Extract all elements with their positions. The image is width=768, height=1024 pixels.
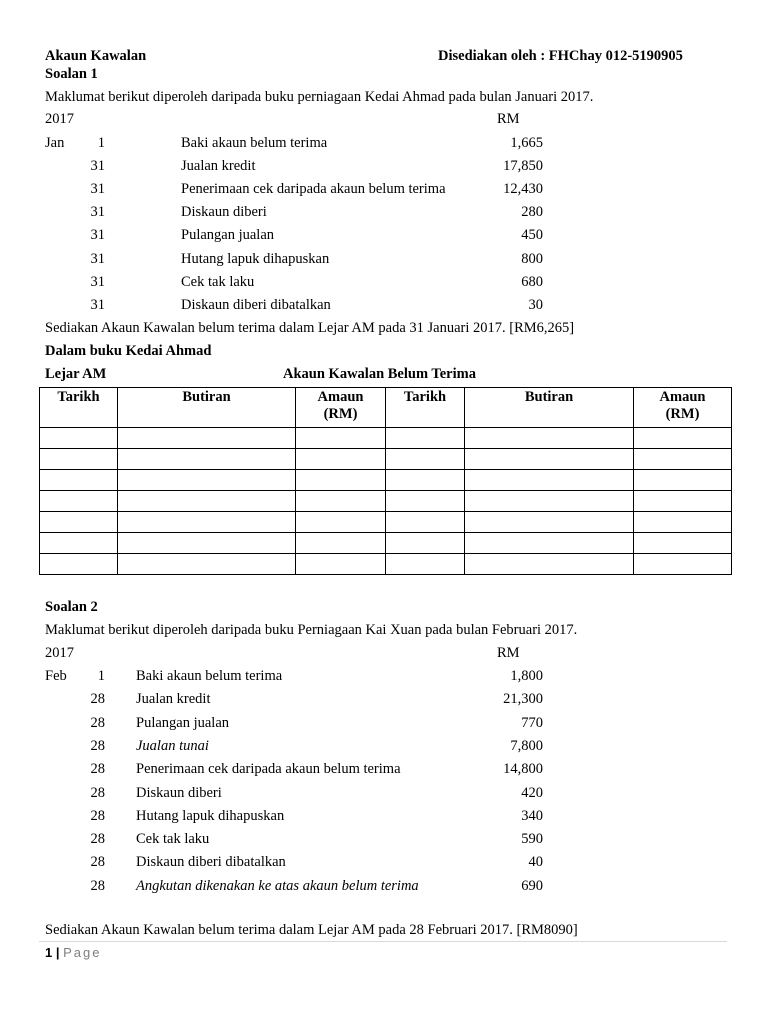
day: 31 — [90, 296, 105, 313]
table-cell[interactable] — [118, 554, 296, 575]
soalan1-row — [0, 296, 768, 314]
table-cell[interactable] — [40, 428, 118, 449]
table-cell[interactable] — [118, 491, 296, 512]
day: 28 — [90, 691, 105, 708]
description: Jualan kredit — [136, 691, 211, 708]
table-cell[interactable] — [634, 554, 732, 575]
table-cell[interactable] — [634, 512, 732, 533]
table-cell[interactable] — [296, 470, 386, 491]
header-credit-details: Butiran — [465, 388, 634, 428]
amount: 1,800 — [510, 668, 543, 684]
prepared-by: Disediakan oleh : FHChay 012-5190905 — [438, 48, 683, 64]
soalan2-row — [0, 807, 768, 825]
description: Jualan tunai — [136, 737, 209, 754]
description: Hutang lapuk dihapuskan — [136, 807, 285, 824]
account-title: Akaun Kawalan Belum Terima — [283, 366, 476, 382]
table-cell[interactable] — [465, 428, 634, 449]
table-cell[interactable] — [40, 449, 118, 470]
table-cell[interactable] — [465, 449, 634, 470]
day: 31 — [90, 181, 105, 198]
table-cell[interactable] — [40, 554, 118, 575]
amount: 21,300 — [503, 691, 543, 708]
soalan2-row — [0, 667, 768, 685]
table-cell[interactable] — [40, 470, 118, 491]
table-cell[interactable] — [465, 470, 634, 491]
day: 28 — [90, 784, 105, 801]
table-cell[interactable] — [634, 470, 732, 491]
ledger-label: Lejar AM — [45, 366, 107, 382]
description: Diskaun diberi — [136, 784, 222, 801]
day: 28 — [90, 831, 105, 848]
table-cell[interactable] — [465, 533, 634, 554]
description: Jualan kredit — [181, 158, 256, 175]
header-credit-date: Tarikh — [386, 388, 465, 428]
header-debit-date: Tarikh — [40, 388, 118, 428]
footer-divider — [39, 941, 727, 942]
table-cell[interactable] — [118, 512, 296, 533]
amount: 12,430 — [503, 181, 543, 198]
table-cell[interactable] — [386, 428, 465, 449]
table-row — [40, 428, 732, 449]
description: Cek tak laku — [136, 831, 210, 848]
day: 28 — [90, 854, 105, 871]
header-debit-amount: Amaun (RM) — [296, 388, 386, 428]
amount: 450 — [521, 227, 543, 244]
page-footer — [45, 944, 102, 962]
soalan2-row — [0, 877, 768, 895]
amount: 30 — [528, 296, 543, 313]
day: 28 — [90, 877, 105, 894]
soalan2-row — [0, 760, 768, 778]
page-separator: | — [55, 945, 60, 960]
amount: 420 — [521, 784, 543, 801]
table-cell[interactable] — [296, 491, 386, 512]
table-cell[interactable] — [465, 491, 634, 512]
page-number: 1 — [45, 945, 53, 960]
soalan1-row — [0, 250, 768, 268]
table-cell[interactable] — [386, 449, 465, 470]
soalan1-row — [0, 180, 768, 198]
description: Angkutan dikenakan ke atas akaun belum terima — [136, 877, 419, 894]
amount: 680 — [521, 273, 543, 290]
table-cell[interactable] — [118, 470, 296, 491]
question-2-heading: Soalan 2 — [45, 599, 98, 615]
month: Jan — [45, 135, 65, 151]
table-cell[interactable] — [386, 533, 465, 554]
amount: 340 — [521, 807, 543, 824]
table-cell[interactable] — [386, 470, 465, 491]
amount: 770 — [521, 714, 543, 731]
table-cell[interactable] — [40, 533, 118, 554]
table-cell[interactable] — [118, 533, 296, 554]
soalan2-row — [0, 830, 768, 848]
soalan1-row — [0, 134, 768, 152]
description: Pulangan jualan — [181, 227, 275, 244]
document-title: Akaun Kawalan — [45, 48, 147, 64]
question-2-year: 2017 — [45, 645, 74, 661]
soalan2-row — [0, 853, 768, 871]
description: Diskaun diberi dibatalkan — [136, 854, 286, 871]
amount: 590 — [521, 831, 543, 848]
day: 31 — [90, 250, 105, 267]
table-cell[interactable] — [634, 449, 732, 470]
table-cell[interactable] — [296, 449, 386, 470]
description: Penerimaan cek daripada akaun belum terima — [136, 761, 401, 778]
day: 28 — [90, 761, 105, 778]
book-heading: Dalam buku Kedai Ahmad — [45, 343, 212, 359]
description: Cek tak laku — [181, 273, 255, 290]
day: 31 — [90, 227, 105, 244]
month: Feb — [45, 668, 67, 684]
soalan1-row — [0, 273, 768, 291]
question-2-instruction: Sediakan Akaun Kawalan belum terima dalam Lejar AM pada 28 Februari 2017. [RM8090] — [45, 922, 578, 938]
day: 28 — [90, 714, 105, 731]
table-cell[interactable] — [634, 428, 732, 449]
description: Penerimaan cek daripada akaun belum terima — [181, 181, 446, 198]
day: 28 — [90, 807, 105, 824]
question-1-instruction: Sediakan Akaun Kawalan belum terima dalam Lejar AM pada 31 Januari 2017. [RM6,265] — [45, 320, 575, 336]
amount: 1,665 — [510, 135, 543, 151]
description: Diskaun diberi — [181, 204, 267, 221]
header-credit-amount: Amaun (RM) — [634, 388, 732, 428]
question-1-year: 2017 — [45, 111, 74, 127]
day: 28 — [90, 737, 105, 754]
table-cell[interactable] — [386, 554, 465, 575]
question-1-intro: Maklumat berikut diperoleh daripada buku perniagaan Kedai Ahmad pada bulan Januari 2017. — [45, 89, 594, 105]
question-1-heading: Soalan 1 — [45, 66, 98, 82]
day: 1 — [97, 135, 105, 151]
question-2-intro: Maklumat berikut diperoleh daripada buku Perniagaan Kai Xuan pada bulan Februari 2017. — [45, 622, 578, 638]
table-row — [40, 491, 732, 512]
soalan1-row — [0, 203, 768, 221]
table-cell[interactable] — [386, 491, 465, 512]
header-debit-details: Butiran — [118, 388, 296, 428]
amount: 40 — [528, 854, 543, 871]
table-cell[interactable] — [386, 512, 465, 533]
day: 31 — [90, 204, 105, 221]
table-cell[interactable] — [296, 428, 386, 449]
soalan2-row — [0, 690, 768, 708]
table-cell[interactable] — [118, 428, 296, 449]
table-cell[interactable] — [40, 491, 118, 512]
table-cell[interactable] — [465, 554, 634, 575]
soalan2-row — [0, 737, 768, 755]
soalan1-row — [0, 226, 768, 244]
amount: 7,800 — [510, 737, 543, 754]
soalan2-row — [0, 714, 768, 732]
amount: 690 — [521, 877, 543, 894]
control-account-table — [39, 387, 732, 575]
table-cell[interactable] — [40, 512, 118, 533]
amount: 14,800 — [503, 761, 543, 778]
description: Diskaun diberi dibatalkan — [181, 296, 331, 313]
soalan1-row — [0, 157, 768, 175]
table-row — [40, 554, 732, 575]
amount: 17,850 — [503, 158, 543, 175]
day: 31 — [90, 158, 105, 175]
question-2-currency: RM — [497, 645, 520, 661]
day: 1 — [97, 668, 105, 684]
description: Pulangan jualan — [136, 714, 230, 731]
table-cell[interactable] — [465, 512, 634, 533]
page-label: Page — [63, 945, 102, 960]
table-row — [40, 512, 732, 533]
description: Baki akaun belum terima — [181, 135, 328, 151]
soalan2-row — [0, 784, 768, 802]
amount: 280 — [521, 204, 543, 221]
table-cell[interactable] — [634, 533, 732, 554]
table-cell[interactable] — [296, 533, 386, 554]
table-cell[interactable] — [296, 512, 386, 533]
table-row — [40, 470, 732, 491]
table-row — [40, 533, 732, 554]
table-cell[interactable] — [634, 491, 732, 512]
table-row — [40, 449, 732, 470]
day: 31 — [90, 273, 105, 290]
description: Hutang lapuk dihapuskan — [181, 250, 330, 267]
question-1-currency: RM — [497, 111, 520, 127]
table-cell[interactable] — [118, 449, 296, 470]
amount: 800 — [521, 250, 543, 267]
table-cell[interactable] — [296, 554, 386, 575]
description: Baki akaun belum terima — [136, 668, 283, 684]
